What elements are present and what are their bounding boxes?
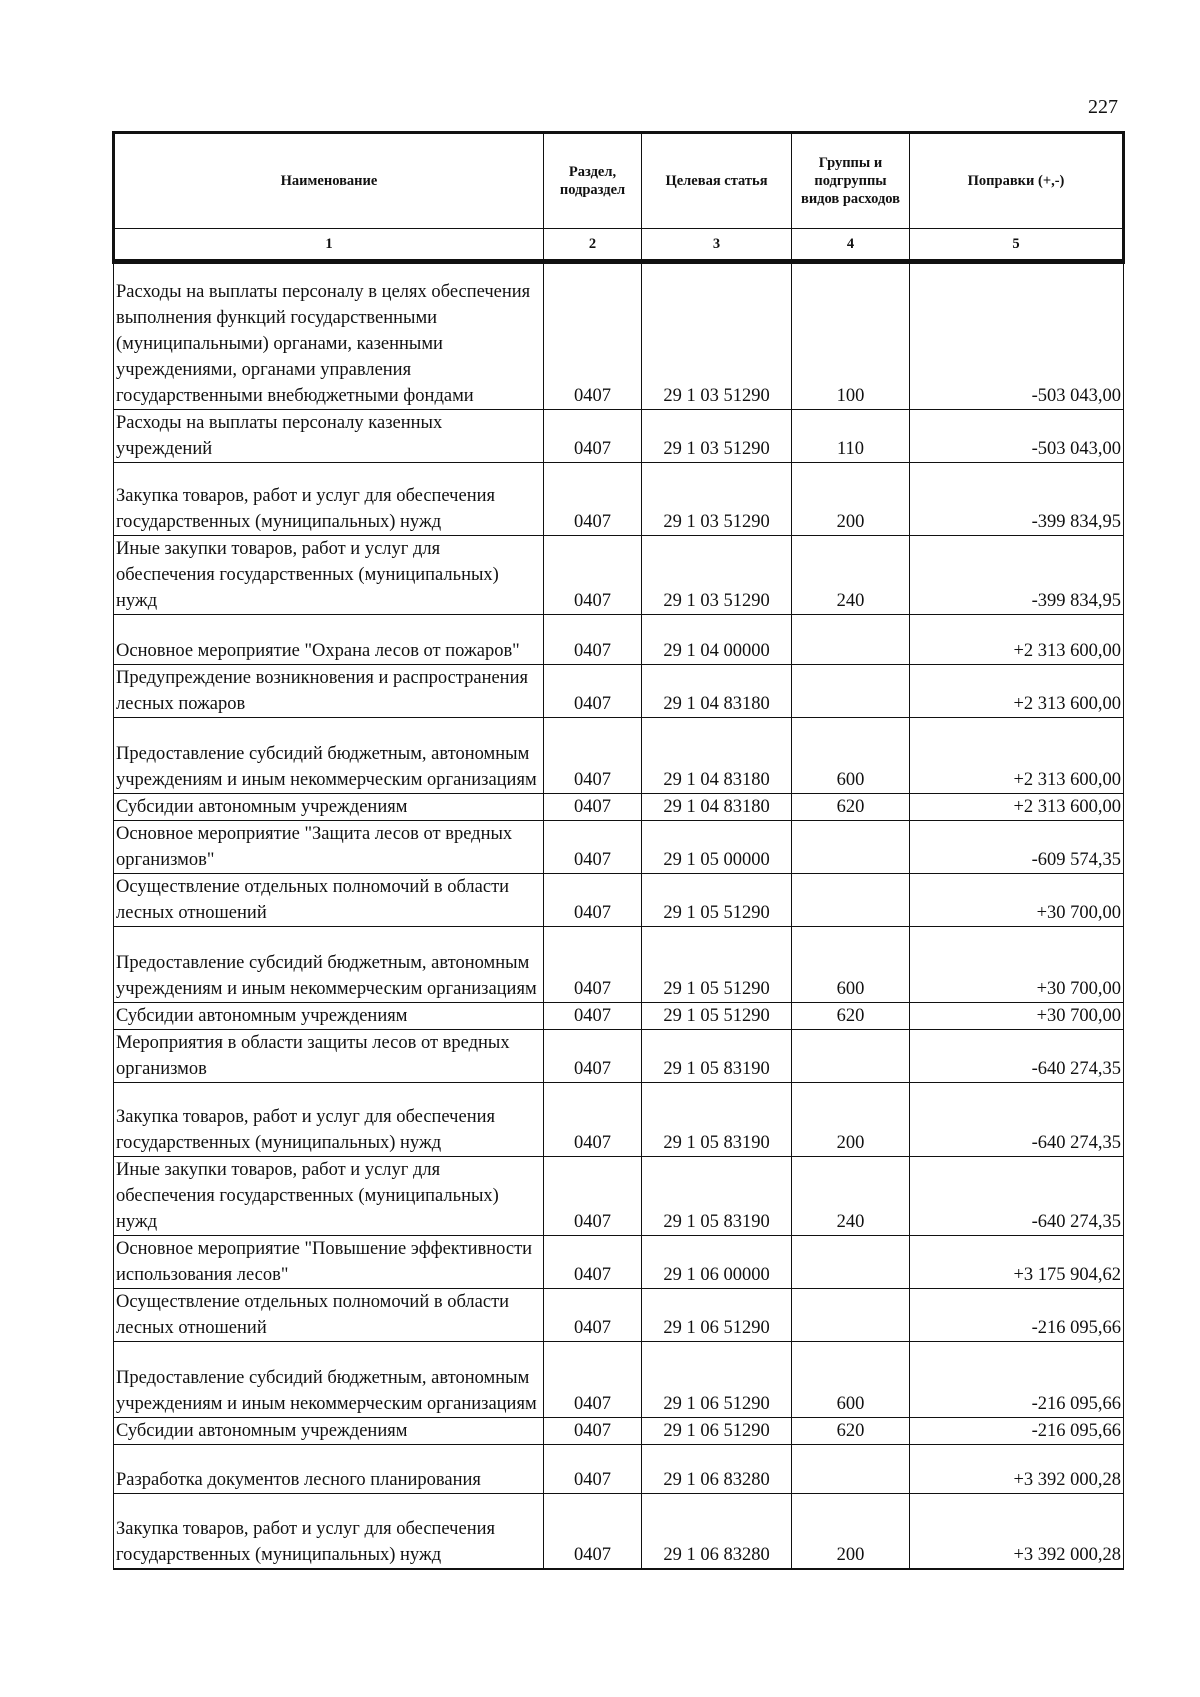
cell-article: 29 1 06 00000 — [642, 1236, 792, 1289]
cell-article: 29 1 03 51290 — [642, 410, 792, 463]
table-row — [114, 794, 1124, 821]
cell-article: 29 1 06 51290 — [642, 1342, 792, 1418]
cell-name: Субсидии автономным учреждениям — [114, 1418, 544, 1445]
cell-amount: -216 095,66 — [910, 1418, 1124, 1445]
budget-table — [112, 131, 1125, 1570]
table-row — [114, 1289, 1124, 1342]
cell-amount: -399 834,95 — [910, 463, 1124, 536]
cell-section: 0407 — [544, 1418, 642, 1445]
cell-amount: +30 700,00 — [910, 1003, 1124, 1030]
cell-section: 0407 — [544, 1003, 642, 1030]
cell-article: 29 1 04 83180 — [642, 794, 792, 821]
cell-amount: -216 095,66 — [910, 1342, 1124, 1418]
header-amount: Поправки (+,-) — [910, 133, 1124, 229]
table-row — [114, 1236, 1124, 1289]
cell-name: Иные закупки товаров, работ и услуг для обеспечения государственных (муниципальных) нужд — [114, 536, 544, 615]
cell-section: 0407 — [544, 1236, 642, 1289]
cell-group: 620 — [792, 794, 910, 821]
cell-article: 29 1 03 51290 — [642, 536, 792, 615]
cell-article: 29 1 03 51290 — [642, 262, 792, 410]
cell-section: 0407 — [544, 1083, 642, 1157]
table-row — [114, 927, 1124, 1003]
cell-amount: +30 700,00 — [910, 874, 1124, 927]
table-row — [114, 718, 1124, 794]
column-number-3: 3 — [642, 229, 792, 262]
cell-article: 29 1 06 83280 — [642, 1494, 792, 1569]
cell-amount: -503 043,00 — [910, 262, 1124, 410]
table-row — [114, 665, 1124, 718]
cell-name: Осуществление отдельных полномочий в области лесных отношений — [114, 874, 544, 927]
cell-section: 0407 — [544, 821, 642, 874]
cell-group: 600 — [792, 718, 910, 794]
cell-name: Предоставление субсидий бюджетным, автономным учреждениям и иным некоммерческим организациям — [114, 1342, 544, 1418]
cell-name: Закупка товаров, работ и услуг для обеспечения государственных (муниципальных) нужд — [114, 1494, 544, 1569]
cell-group — [792, 1236, 910, 1289]
cell-article: 29 1 05 83190 — [642, 1030, 792, 1083]
header-group: Группы и подгруппы видов расходов — [792, 133, 910, 229]
column-number-4: 4 — [792, 229, 910, 262]
cell-section: 0407 — [544, 1289, 642, 1342]
column-number-5: 5 — [910, 229, 1124, 262]
cell-article: 29 1 03 51290 — [642, 463, 792, 536]
cell-group: 100 — [792, 262, 910, 410]
cell-name: Предоставление субсидий бюджетным, автономным учреждениям и иным некоммерческим организациям — [114, 927, 544, 1003]
cell-amount: -640 274,35 — [910, 1083, 1124, 1157]
cell-name: Закупка товаров, работ и услуг для обеспечения государственных (муниципальных) нужд — [114, 1083, 544, 1157]
cell-section: 0407 — [544, 1157, 642, 1236]
cell-section: 0407 — [544, 536, 642, 615]
cell-amount: -399 834,95 — [910, 536, 1124, 615]
table-row — [114, 1083, 1124, 1157]
cell-group — [792, 874, 910, 927]
cell-section: 0407 — [544, 927, 642, 1003]
cell-name: Субсидии автономным учреждениям — [114, 794, 544, 821]
cell-amount: +3 392 000,28 — [910, 1445, 1124, 1494]
cell-name: Основное мероприятие "Повышение эффективности использования лесов" — [114, 1236, 544, 1289]
cell-group: 200 — [792, 1494, 910, 1569]
header-name: Наименование — [114, 133, 544, 229]
cell-group: 620 — [792, 1003, 910, 1030]
cell-article: 29 1 05 00000 — [642, 821, 792, 874]
cell-name: Основное мероприятие "Защита лесов от вредных организмов" — [114, 821, 544, 874]
cell-section: 0407 — [544, 874, 642, 927]
cell-group — [792, 1445, 910, 1494]
table-row — [114, 463, 1124, 536]
cell-amount: -640 274,35 — [910, 1030, 1124, 1083]
column-number-2: 2 — [544, 229, 642, 262]
cell-group: 620 — [792, 1418, 910, 1445]
column-number-row — [114, 229, 1124, 262]
cell-section: 0407 — [544, 665, 642, 718]
table-row — [114, 262, 1124, 410]
cell-name: Осуществление отдельных полномочий в области лесных отношений — [114, 1289, 544, 1342]
cell-name: Закупка товаров, работ и услуг для обеспечения государственных (муниципальных) нужд — [114, 463, 544, 536]
cell-amount: -609 574,35 — [910, 821, 1124, 874]
cell-group — [792, 1289, 910, 1342]
cell-article: 29 1 04 00000 — [642, 615, 792, 665]
cell-section: 0407 — [544, 1445, 642, 1494]
cell-section: 0407 — [544, 1342, 642, 1418]
cell-group — [792, 1030, 910, 1083]
cell-group: 200 — [792, 463, 910, 536]
cell-section: 0407 — [544, 463, 642, 536]
cell-name: Иные закупки товаров, работ и услуг для обеспечения государственных (муниципальных) нужд — [114, 1157, 544, 1236]
table-row — [114, 615, 1124, 665]
cell-amount: +3 175 904,62 — [910, 1236, 1124, 1289]
header-article: Целевая статья — [642, 133, 792, 229]
cell-section: 0407 — [544, 410, 642, 463]
table-row — [114, 1157, 1124, 1236]
table-row — [114, 410, 1124, 463]
cell-name: Мероприятия в области защиты лесов от вредных организмов — [114, 1030, 544, 1083]
cell-article: 29 1 04 83180 — [642, 665, 792, 718]
cell-section: 0407 — [544, 262, 642, 410]
cell-group: 600 — [792, 1342, 910, 1418]
cell-amount: -503 043,00 — [910, 410, 1124, 463]
cell-section: 0407 — [544, 794, 642, 821]
cell-group: 240 — [792, 1157, 910, 1236]
table-row — [114, 874, 1124, 927]
table-body — [114, 262, 1124, 1569]
cell-group — [792, 615, 910, 665]
cell-article: 29 1 06 51290 — [642, 1289, 792, 1342]
cell-amount: +2 313 600,00 — [910, 615, 1124, 665]
cell-section: 0407 — [544, 615, 642, 665]
cell-group: 240 — [792, 536, 910, 615]
cell-article: 29 1 04 83180 — [642, 718, 792, 794]
cell-name: Предупреждение возникновения и распространения лесных пожаров — [114, 665, 544, 718]
column-number-1: 1 — [114, 229, 544, 262]
cell-article: 29 1 05 51290 — [642, 1003, 792, 1030]
cell-article: 29 1 05 83190 — [642, 1157, 792, 1236]
cell-section: 0407 — [544, 718, 642, 794]
cell-amount: +2 313 600,00 — [910, 718, 1124, 794]
cell-amount: +30 700,00 — [910, 927, 1124, 1003]
cell-name: Расходы на выплаты персоналу в целях обеспечения выполнения функций государственными (муниципальными) органами, казенными учреждениями, органами управления государственными внебюджетными фондами — [114, 262, 544, 410]
cell-article: 29 1 05 51290 — [642, 927, 792, 1003]
table-row — [114, 1342, 1124, 1418]
table-row — [114, 1418, 1124, 1445]
cell-name: Разработка документов лесного планирования — [114, 1445, 544, 1494]
cell-group: 600 — [792, 927, 910, 1003]
cell-section: 0407 — [544, 1494, 642, 1569]
cell-group: 200 — [792, 1083, 910, 1157]
cell-name: Субсидии автономным учреждениям — [114, 1003, 544, 1030]
cell-article: 29 1 06 83280 — [642, 1445, 792, 1494]
cell-name: Расходы на выплаты персоналу казенных учреждений — [114, 410, 544, 463]
table-row — [114, 536, 1124, 615]
table-row — [114, 1030, 1124, 1083]
cell-name: Предоставление субсидий бюджетным, автономным учреждениям и иным некоммерческим организациям — [114, 718, 544, 794]
cell-amount: +2 313 600,00 — [910, 665, 1124, 718]
cell-amount: +2 313 600,00 — [910, 794, 1124, 821]
cell-amount: -216 095,66 — [910, 1289, 1124, 1342]
page-number: 227 — [1088, 96, 1118, 118]
table-row — [114, 821, 1124, 874]
table-row — [114, 1494, 1124, 1569]
cell-group — [792, 665, 910, 718]
cell-article: 29 1 05 83190 — [642, 1083, 792, 1157]
cell-group — [792, 821, 910, 874]
table-row — [114, 1445, 1124, 1494]
cell-amount: +3 392 000,28 — [910, 1494, 1124, 1569]
cell-name: Основное мероприятие "Охрана лесов от пожаров" — [114, 615, 544, 665]
cell-article: 29 1 06 51290 — [642, 1418, 792, 1445]
cell-article: 29 1 05 51290 — [642, 874, 792, 927]
cell-section: 0407 — [544, 1030, 642, 1083]
header-section: Раздел, подраздел — [544, 133, 642, 229]
cell-amount: -640 274,35 — [910, 1157, 1124, 1236]
table-row — [114, 1003, 1124, 1030]
table-header-row — [114, 133, 1124, 229]
cell-group: 110 — [792, 410, 910, 463]
